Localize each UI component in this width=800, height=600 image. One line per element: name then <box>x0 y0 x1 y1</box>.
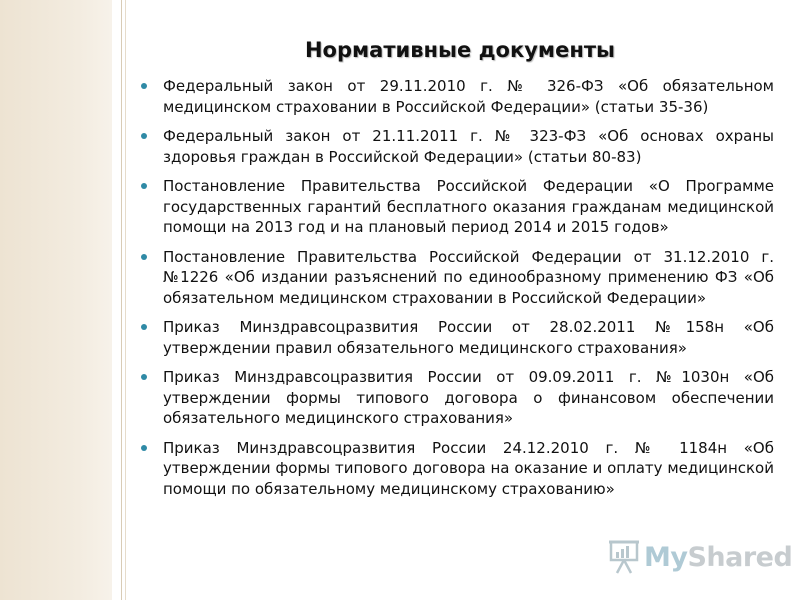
list-item: Постановление Правительства Российской Федерации от 31.12.2010 г. №1226 «Об издании разъяснений по единообразному применению ФЗ «Об обязательном медицинском страховании в Российской Федерации» <box>135 247 774 309</box>
watermark-prefix: My <box>644 541 688 573</box>
list-item: Приказ Минздравсоцразвития России от 28.02.2011 №158н «Об утверждении правил обязательного медицинского страхования» <box>135 317 774 358</box>
list-item: Постановление Правительства Российской Федерации «О Программе государственных гарантий бесплатного оказания гражданам медицинской помощи на 2013 год и на плановый период 2014 и 2015 годов» <box>135 176 774 238</box>
list-item: Федеральный закон от 29.11.2010 г. № 326-ФЗ «Об обязательном медицинском страховании в Российской Федерации» (статьи 35-36) <box>135 76 774 117</box>
watermark-text <box>644 542 792 573</box>
watermark <box>608 537 792 577</box>
document-list <box>135 76 774 508</box>
list-item: Федеральный закон от 21.11.2011 г. № 323-ФЗ «Об основах охраны здоровья граждан в Российской Федерации» (статьи 80-83) <box>135 126 774 167</box>
watermark-suffix: Shared <box>687 541 793 573</box>
presentation-board-icon <box>608 539 640 575</box>
slide-title: Нормативные документы <box>304 38 615 62</box>
decorative-divider-line <box>121 0 122 600</box>
list-item: Приказ Минздравсоцразвития России от 09.09.2011 г. №1030н «Об утверждении формы типового договора о финансовом обеспечении обязательного медицинского страхования» <box>135 367 774 429</box>
decorative-divider-line-secondary <box>125 0 126 600</box>
decorative-side-band <box>0 0 112 600</box>
list-item: Приказ Минздравсоцразвития России 24.12.2010 г. № 1184н «Об утверждении формы типового договора на оказание и оплату медицинской помощи по обязательному медицинскому страхованию» <box>135 438 774 500</box>
